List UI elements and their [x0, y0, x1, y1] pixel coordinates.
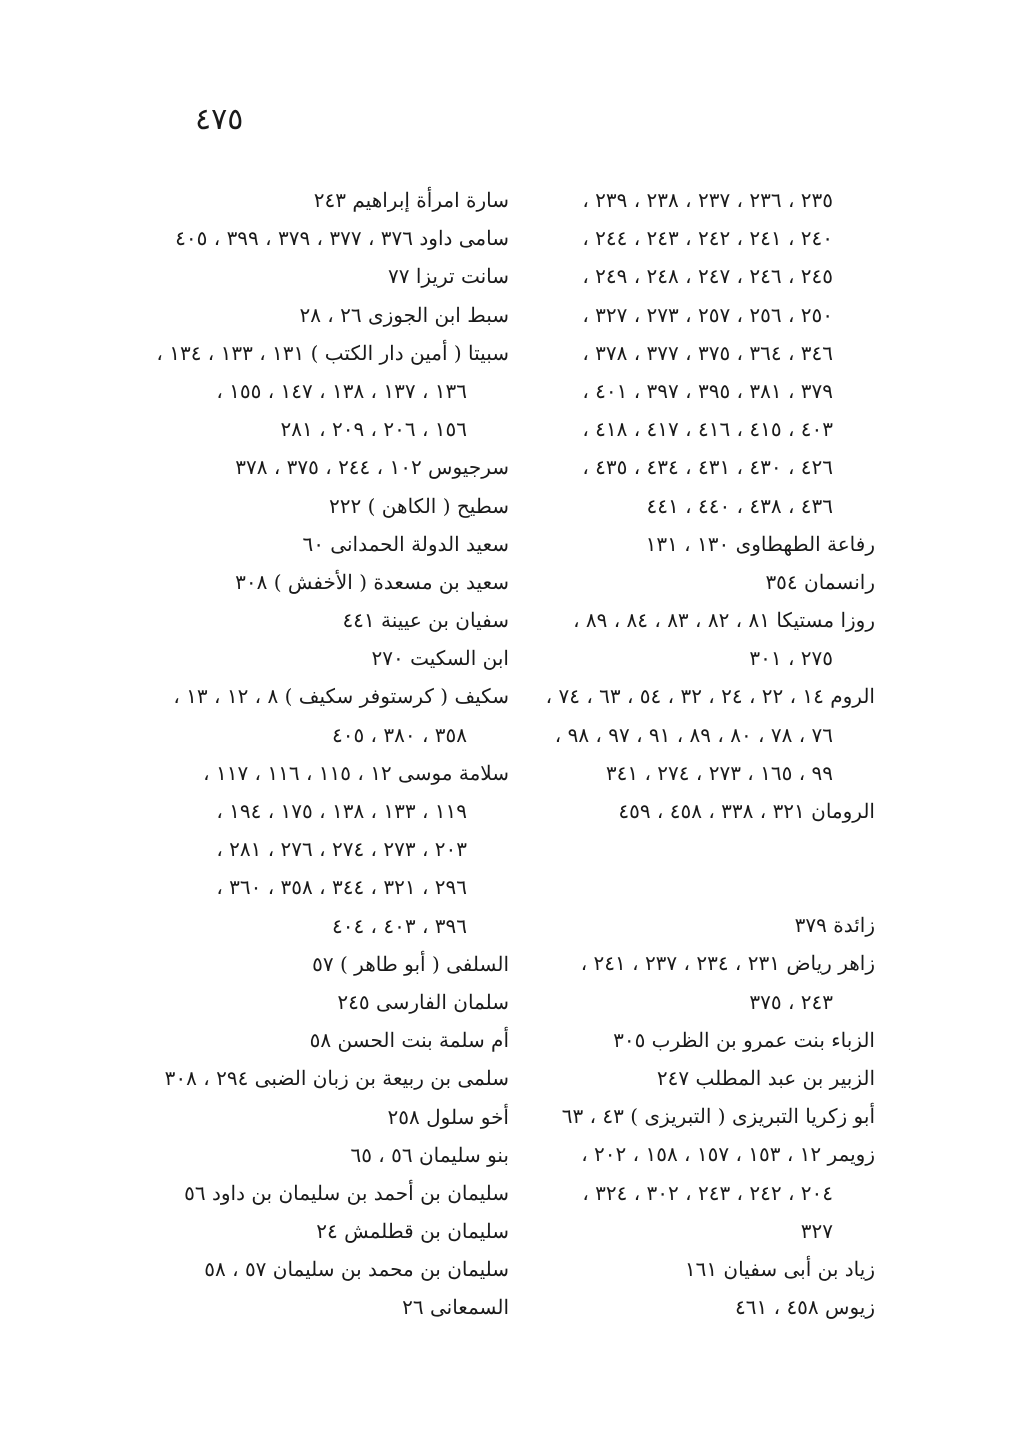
index-entry: رانسمان ٣٥٤ [765, 569, 875, 594]
index-entry: الروم ١٤ ، ٢٢ ، ٢٤ ، ٣٢ ، ٥٤ ، ٦٣ ، ٧٤ ، [545, 684, 875, 709]
index-entry: سانت تريزا ٧٧ [387, 264, 509, 289]
index-entry: أم سلمة بنت الحسن ٥٨ [309, 1028, 509, 1053]
index-entry: سليمان بن قطلمش ٢٤ [316, 1219, 509, 1244]
index-entry-continuation: ٢٤٣ ، ٣٧٥ [749, 989, 833, 1014]
index-entry: السمعانى ٢٦ [402, 1295, 509, 1320]
index-entry-continuation: ٧٦ ، ٧٨ ، ٨٠ ، ٨٩ ، ٩١ ، ٩٧ ، ٩٨ ، [554, 722, 833, 747]
index-entry-continuation: ١١٩ ، ١٣٣ ، ١٣٨ ، ١٧٥ ، ١٩٤ ، [216, 799, 467, 823]
index-entry: سبط ابن الجوزى ٢٦ ، ٢٨ [299, 302, 509, 327]
index-entry: سليمان بن أحمد بن سليمان بن داود ٥٦ [184, 1180, 509, 1205]
index-entry: زائدة ٣٧٩ [794, 913, 875, 938]
index-entry-continuation: ٢٣٥ ، ٢٣٦ ، ٢٣٧ ، ٢٣٨ ، ٢٣٩ ، [582, 188, 833, 212]
index-entry: الزباء بنت عمرو بن الظرب ٣٠٥ [613, 1027, 875, 1052]
index-entry: سامى داود ٣٧٦ ، ٣٧٧ ، ٣٧٩ ، ٣٩٩ ، ٤٠٥ [175, 226, 509, 251]
index-entry: زويمر ١٢ ، ١٥٣ ، ١٥٧ ، ١٥٨ ، ٢٠٢ ، [581, 1142, 875, 1167]
index-entry-continuation: ٤٣٦ ، ٤٣٨ ، ٤٤٠ ، ٤٤١ [646, 493, 833, 518]
index-entry-continuation: ٢٤٠ ، ٢٤١ ، ٢٤٢ ، ٢٤٣ ، ٢٤٤ ، [582, 226, 833, 251]
index-entry: سفيان بن عيينة ٤٤١ [342, 608, 509, 633]
index-entry-continuation: ٤٠٣ ، ٤١٥ ، ٤١٦ ، ٤١٧ ، ٤١٨ ، [582, 417, 833, 442]
index-entry-continuation: ٣٥٨ ، ٣٨٠ ، ٤٠٥ [331, 722, 467, 747]
index-column-left [139, 181, 509, 1327]
index-entry-continuation: ٣٤٦ ، ٣٦٤ ، ٣٧٥ ، ٣٧٧ ، ٣٧٨ ، [582, 340, 833, 365]
section-gap [520, 830, 875, 906]
index-entry-continuation: ٣٧٩ ، ٣٨١ ، ٣٩٥ ، ٣٩٧ ، ٤٠١ ، [582, 378, 833, 403]
index-entry-continuation: ٤٢٦ ، ٤٣٠ ، ٤٣١ ، ٤٣٤ ، ٤٣٥ ، [582, 455, 833, 480]
index-entry: الزبير بن عبد المطلب ٢٤٧ [656, 1065, 875, 1090]
index-entry: سليمان بن محمد بن سليمان ٥٧ ، ٥٨ [204, 1257, 509, 1282]
index-entry: روزا مستيكا ٨١ ، ٨٢ ، ٨٣ ، ٨٤ ، ٨٩ ، [573, 608, 875, 633]
index-entry: سطيح ( الكاهن ) ٢٢٢ [329, 493, 509, 518]
index-entry-continuation: ٩٩ ، ١٦٥ ، ٢٧٣ ، ٢٧٤ ، ٣٤١ [605, 760, 833, 785]
index-entry-continuation: ١٣٦ ، ١٣٧ ، ١٣٨ ، ١٤٧ ، ١٥٥ ، [216, 378, 467, 403]
page-number: ٤٧٥ [195, 102, 244, 137]
index-entry: سلامة موسى ١٢ ، ١١٥ ، ١١٦ ، ١١٧ ، [203, 760, 509, 785]
index-entry: الرومان ٣٢١ ، ٣٣٨ ، ٤٥٨ ، ٤٥٩ [618, 799, 875, 823]
index-entry-continuation: ١٥٦ ، ٢٠٦ ، ٢٠٩ ، ٢٨١ [280, 417, 467, 442]
index-entry: سبيتا ( أمين دار الكتب ) ١٣١ ، ١٣٣ ، ١٣٤ ، [156, 340, 509, 365]
index-entry: سكيف ( كرستوفر سكيف ) ٨ ، ١٢ ، ١٣ ، [173, 684, 509, 709]
index-entry-continuation: ٣٩٦ ، ٤٠٣ ، ٤٠٤ [331, 913, 467, 938]
index-entry-continuation: ٢٠٣ ، ٢٧٣ ، ٢٧٤ ، ٢٧٦ ، ٢٨١ ، [216, 837, 467, 862]
index-entry: سلمان الفارسى ٢٤٥ [337, 989, 509, 1014]
index-entry-continuation: ٣٢٧ [800, 1218, 833, 1243]
index-entry: سلمى بن ربيعة بن زبان الضبى ٢٩٤ ، ٣٠٨ [164, 1066, 509, 1091]
index-entry: زاهر رياض ٢٣١ ، ٢٣٤ ، ٢٣٧ ، ٢٤١ ، [580, 951, 875, 976]
index-column-right [520, 181, 875, 1326]
index-entry: سعيد بن مسعدة ( الأخفش ) ٣٠٨ [235, 569, 509, 594]
index-entry-continuation: ٢٧٥ ، ٣٠١ [749, 646, 833, 671]
index-entry: زيوس ٤٥٨ ، ٤٦١ [735, 1295, 875, 1320]
index-entry: أبو زكريا التبريزى ( التبريزى ) ٤٣ ، ٦٣ [561, 1104, 875, 1129]
index-entry: زياد بن أبى سفيان ١٦١ [684, 1256, 875, 1281]
index-entry-continuation: ٢٠٤ ، ٢٤٢ ، ٢٤٣ ، ٣٠٢ ، ٣٢٤ ، [582, 1180, 833, 1205]
index-entry: رفاعة الطهطاوى ١٣٠ ، ١٣١ [645, 531, 875, 556]
index-entry-continuation: ٢٤٥ ، ٢٤٦ ، ٢٤٧ ، ٢٤٨ ، ٢٤٩ ، [582, 264, 833, 289]
index-entry-continuation: ٢٩٦ ، ٣٢١ ، ٣٤٤ ، ٣٥٨ ، ٣٦٠ ، [216, 875, 467, 900]
index-entry: بنو سليمان ٥٦ ، ٦٥ [350, 1142, 509, 1167]
index-entry-continuation: ٢٥٠ ، ٢٥٦ ، ٢٥٧ ، ٢٧٣ ، ٣٢٧ ، [582, 302, 833, 327]
index-entry: السلفى ( أبو طاهر ) ٥٧ [312, 951, 509, 976]
index-entry: أخو سلول ٢٥٨ [387, 1104, 509, 1129]
index-entry: سعيد الدولة الحمدانى ٦٠ [302, 531, 509, 556]
index-entry: سرجيوس ١٠٢ ، ٢٤٤ ، ٣٧٥ ، ٣٧٨ [235, 455, 509, 480]
index-entry: ابن السكيت ٢٧٠ [371, 646, 509, 671]
index-entry: سارة امرأة إبراهيم ٢٤٣ [313, 188, 509, 212]
